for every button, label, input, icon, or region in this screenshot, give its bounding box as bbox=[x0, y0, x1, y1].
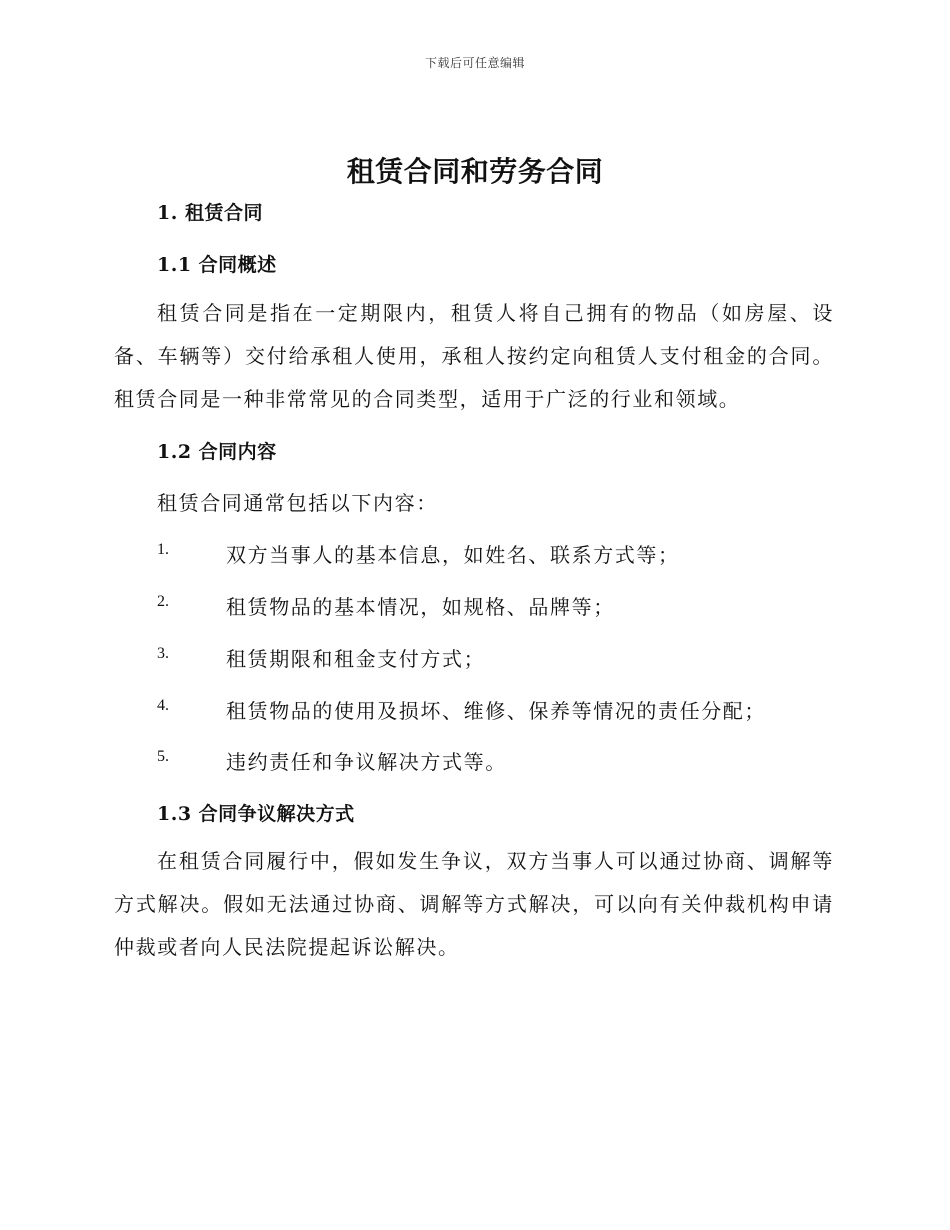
section-1-2-intro: 租赁合同通常包括以下内容： bbox=[157, 491, 438, 515]
section-1-1-heading: 1.1 合同概述 bbox=[157, 254, 277, 276]
section-1-2-heading: 1.2 合同内容 bbox=[157, 441, 277, 463]
list-item-number: 1. bbox=[157, 541, 169, 558]
document-title: 租赁合同和劳务合同 bbox=[346, 155, 604, 188]
list-item bbox=[157, 746, 857, 776]
list-item-text: 违约责任和争议解决方式等。 bbox=[226, 750, 507, 774]
section-1-1-paragraph: 租赁合同是指在一定期限内，租赁人将自己拥有的物品（如房屋、设备、车辆等）交付给承租人使用，承租人按约定向租赁人支付租金的合同。租赁合同是一种非常常见的合同类型，适用于广泛的行业和领域。 bbox=[114, 301, 834, 411]
list-item bbox=[157, 695, 857, 725]
section-1-3-paragraph: 在租赁合同履行中，假如发生争议，双方当事人可以通过协商、调解等方式解决。假如无法通过协商、调解等方式解决，可以向有关仲裁机构申请仲裁或者向人民法院提起诉讼解决。 bbox=[114, 849, 834, 959]
list-item-text: 租赁物品的使用及损坏、维修、保养等情况的责任分配； bbox=[226, 699, 766, 723]
section-1-heading: 1. 租赁合同 bbox=[157, 202, 263, 224]
list-item bbox=[157, 539, 857, 569]
list-item-number: 5. bbox=[157, 748, 169, 765]
list-item-text: 双方当事人的基本信息，如姓名、联系方式等； bbox=[226, 543, 680, 567]
list-item bbox=[157, 643, 857, 673]
list-item-number: 3. bbox=[157, 645, 169, 662]
list-item-number: 4. bbox=[157, 697, 169, 714]
list-item-number: 2. bbox=[157, 593, 169, 610]
list-item bbox=[157, 591, 857, 621]
section-1-3-heading: 1.3 合同争议解决方式 bbox=[157, 803, 355, 825]
header-note: 下载后可任意编辑 bbox=[424, 56, 525, 70]
list-item-text: 租赁物品的基本情况，如规格、品牌等； bbox=[226, 595, 615, 619]
list-item-text: 租赁期限和租金支付方式； bbox=[226, 647, 486, 671]
